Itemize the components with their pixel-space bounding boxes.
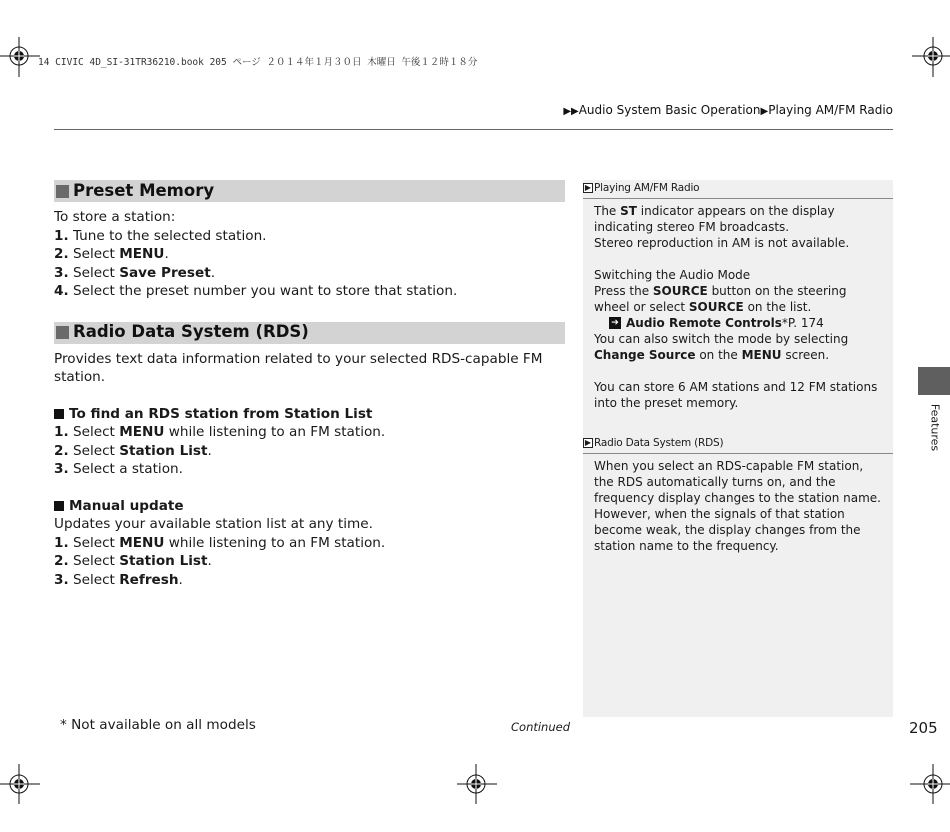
header-rule bbox=[54, 129, 893, 130]
chapter-tab-label: Features bbox=[928, 403, 942, 452]
list-item: 3. Select Refresh. bbox=[54, 571, 183, 588]
cross-reference-link[interactable]: ➔ Audio Remote Controls * P. 174 bbox=[594, 315, 883, 331]
note-body-rds: When you select an RDS-capable FM station, the RDS automatically turns on, and the frequency display changes to the station name. However, when the signals of that station become weak, the display changes from the station name to the frequency. bbox=[594, 459, 881, 553]
note-switch-title: Switching the Audio Mode bbox=[594, 268, 751, 282]
note-body-am-fm bbox=[583, 203, 893, 411]
list-item: 2. Select Station List. bbox=[54, 442, 212, 459]
registration-mark-bottom-left bbox=[0, 764, 40, 804]
chapter-tab[interactable] bbox=[918, 367, 950, 395]
note-st-text: The ST indicator appears on the display indicating stereo FM broadcasts. bbox=[594, 204, 835, 234]
note-heading-am-fm: ▶ Playing AM/FM Radio bbox=[583, 180, 893, 199]
list-item: 1. Tune to the selected station. bbox=[54, 227, 267, 244]
list-item: 2. Select MENU. bbox=[54, 246, 169, 262]
note-arrow-icon: ▶ bbox=[584, 183, 592, 192]
list-item: 3. Select Save Preset. bbox=[54, 264, 216, 281]
breadcrumb bbox=[563, 103, 893, 117]
note-press-source: Press the SOURCE button on the steering wheel or select SOURCE on the list. bbox=[594, 284, 847, 314]
section-title: Preset Memory bbox=[73, 180, 215, 200]
section-square-icon bbox=[56, 185, 69, 198]
subsection-heading-manual-update: Manual update bbox=[54, 497, 565, 516]
section-header-rds bbox=[54, 322, 565, 344]
main-content bbox=[54, 180, 565, 589]
list-item: 2. Select Station List. bbox=[54, 553, 212, 569]
preset-step-list bbox=[54, 227, 565, 301]
triangle-icon: ▶ bbox=[760, 106, 769, 117]
breadcrumb-part-2[interactable]: Playing AM/FM Radio bbox=[768, 103, 893, 117]
find-step-list bbox=[54, 423, 565, 479]
registration-mark-top-right bbox=[912, 37, 950, 77]
print-header: 14 CIVIC 4D_SI-31TR36210.book 205 ページ ２０１４年１月３０日 木曜日 午後１２時１８分 bbox=[38, 57, 478, 68]
section-title: Radio Data System (RDS) bbox=[73, 322, 309, 342]
note-arrow-icon: ▶ bbox=[584, 438, 592, 447]
section-square-icon bbox=[56, 326, 69, 339]
note-change-source: You can also switch the mode by selecting Change Source on the MENU screen. bbox=[594, 332, 849, 362]
manual-step-list bbox=[54, 534, 565, 590]
manual-intro: Updates your available station list at any time. bbox=[54, 516, 373, 532]
double-triangle-icon: ▶▶ bbox=[563, 106, 579, 117]
page-number: 205 bbox=[909, 719, 938, 737]
cross-reference-arrow-icon: ➔ bbox=[609, 317, 621, 329]
preset-intro: To store a station: bbox=[54, 209, 176, 225]
list-item: 1. Select MENU while listening to an FM station. bbox=[54, 534, 386, 551]
note-heading-rds: ▶ Radio Data System (RDS) bbox=[583, 435, 893, 454]
note-store-stations: You can store 6 AM stations and 12 FM stations into the preset memory. bbox=[594, 380, 878, 410]
subsection-heading-find-station: To find an RDS station from Station List bbox=[54, 405, 565, 424]
registration-mark-bottom-center bbox=[457, 764, 497, 804]
note-stereo-am: Stereo reproduction in AM is not available. bbox=[594, 236, 850, 250]
continued-label: Continued bbox=[511, 720, 571, 734]
bullet-square-icon bbox=[54, 409, 64, 419]
registration-mark-top-left bbox=[0, 37, 40, 77]
registration-mark-bottom-right bbox=[910, 764, 950, 804]
sidebar-notes bbox=[583, 180, 893, 717]
section-header-preset-memory bbox=[54, 180, 565, 202]
bullet-square-icon bbox=[54, 501, 64, 511]
list-item: 1. Select MENU while listening to an FM station. bbox=[54, 424, 386, 440]
list-item: 4. Select the preset number you want to store that station. bbox=[54, 283, 458, 299]
list-item: 3. Select a station. bbox=[54, 461, 183, 477]
rds-intro: Provides text data information related to your selected RDS-capable FM station. bbox=[54, 350, 543, 385]
breadcrumb-part-1[interactable]: Audio System Basic Operation bbox=[578, 103, 761, 117]
footnote: * Not available on all models bbox=[60, 717, 256, 733]
